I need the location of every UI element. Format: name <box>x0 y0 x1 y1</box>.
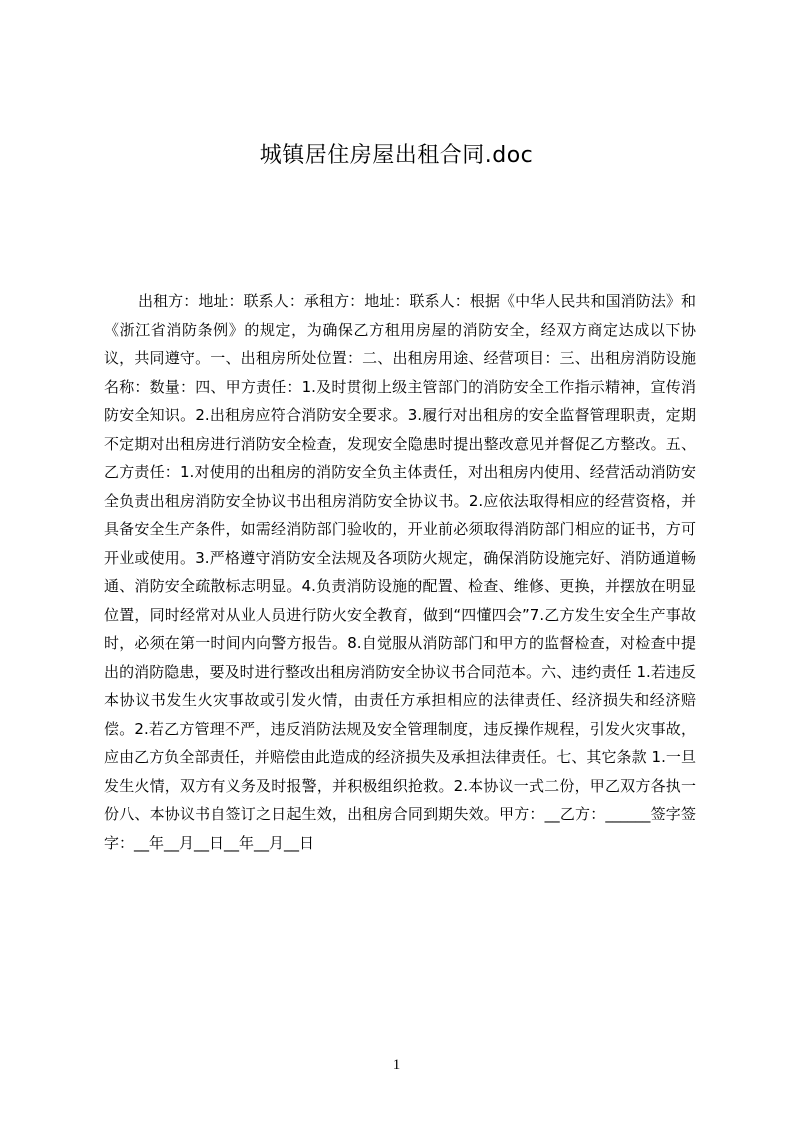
page-number: 1 <box>392 1057 401 1073</box>
document-body-paragraph: 出租方：地址：联系人：承租方：地址：联系人：根据《中华人民共和国消防法》和《浙江省消防条例》的规定，为确保乙方租用房屋的消防安全，经双方商定达成以下协议，共同遵守。一、出租房所处位置：二、出租房用途、经营项目：三、出租房消防设施名称：数量：四、甲方责任：1.及时贯彻上级主管部门的消防安全工作指示精神，宣传消防安全知识。2.出租房应符合消防安全要求。3.履行对出租房的安全监督管理职责，定期不定期对出租房进行消防安全检查，发现安全隐患时提出整改意见并督促乙方整改。五、乙方责任：1.对使用的出租房的消防安全负主体责任，对出租房内使用、经营活动消防安全负责出租房消防安全协议书出租房消防安全协议书。2.应依法取得相应的经营资格，并具备安全生产条件，如需经消防部门验收的，开业前必须取得消防部门相应的证书，方可开业或使用。3.严格遵守消防安全法规及各项防火规定，确保消防设施完好、消防通道畅通、消防安全疏散标志明显。4.负责消防设施的配置、检查、维修、更换，并摆放在明显位置，同时经常对从业人员进行防火安全教育，做到“四懂四会”7.乙方发生安全生产事故时，必须在第一时间内向警方报告。8.自觉服从消防部门和甲方的监督检查，对检查中提出的消防隐患，要及时进行整改出租房消防安全协议书合同范本。六、违约责任 1.若违反本协议书发生火灾事故或引发火情，由责任方承担相应的法律责任、经济损失和经济赔偿。2.若乙方管理不严，违反消防法规及安全管理制度，违反操作规程，引发火灾事故，应由乙方负全部责任，并赔偿由此造成的经济损失及承担法律责任。七、其它条款 1.一旦发生火情，双方有义务及时报警，并积极组织抢救。2.本协议一式二份，甲乙双方各执一份八、本协议书自签订之日起生效，出租房合同到期失效。甲方：__乙方：______签字签字：__年__月__日__年__月__日 <box>104 292 696 852</box>
document-title: 城镇居住房屋出租合同.doc <box>259 143 534 168</box>
